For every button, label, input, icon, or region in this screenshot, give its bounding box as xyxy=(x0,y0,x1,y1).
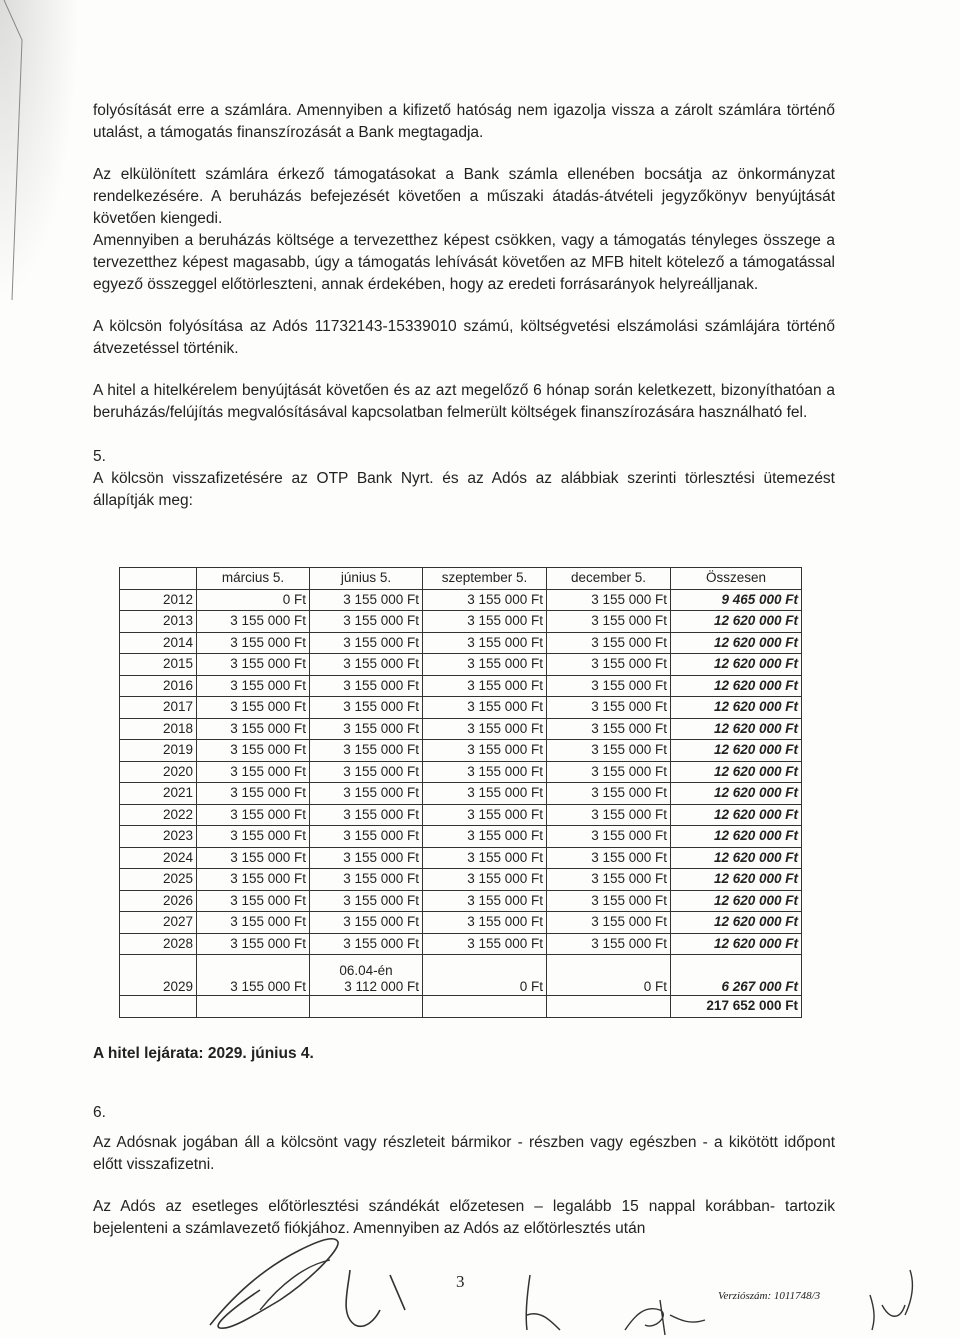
amount-cell: 3 155 000 Ft xyxy=(547,589,671,611)
total-cell: 9 465 000 Ft xyxy=(671,589,802,611)
amount-cell: 3 155 000 Ft xyxy=(197,804,310,826)
amount-cell: 3 155 000 Ft xyxy=(547,912,671,934)
table-row xyxy=(120,675,802,697)
amount-cell: 3 155 000 Ft xyxy=(197,632,310,654)
amount-cell xyxy=(310,955,423,996)
table-row xyxy=(120,847,802,869)
amount-cell: 3 155 000 Ft xyxy=(310,890,423,912)
amount-cell: 3 155 000 Ft xyxy=(423,654,547,676)
section-5-number: 5. xyxy=(93,448,106,465)
amount-cell: 3 155 000 Ft xyxy=(423,675,547,697)
amount-cell: 3 155 000 Ft xyxy=(547,611,671,633)
amount-cell: 3 155 000 Ft xyxy=(197,697,310,719)
table-row xyxy=(120,826,802,848)
amount-cell: 3 155 000 Ft xyxy=(547,804,671,826)
section-6 xyxy=(93,1102,835,1240)
total-cell: 12 620 000 Ft xyxy=(671,890,802,912)
amount-cell: 3 155 000 Ft xyxy=(423,847,547,869)
section-6-number: 6. xyxy=(93,1104,106,1121)
amount-cell: 3 155 000 Ft xyxy=(547,869,671,891)
header-cell: december 5. xyxy=(547,568,671,590)
table-row xyxy=(120,697,802,719)
amount-cell: 3 155 000 Ft xyxy=(423,783,547,805)
amount-cell: 3 155 000 Ft xyxy=(547,718,671,740)
june-date-note: 06.04-én xyxy=(339,963,393,978)
signature-2 xyxy=(515,1270,575,1338)
table-header-row xyxy=(120,568,802,590)
year-cell: 2025 xyxy=(120,869,197,891)
total-cell: 12 620 000 Ft xyxy=(671,869,802,891)
scan-edge-line xyxy=(0,0,30,300)
total-cell: 12 620 000 Ft xyxy=(671,933,802,955)
year-cell: 2020 xyxy=(120,761,197,783)
year-cell: 2028 xyxy=(120,933,197,955)
amount-cell: 3 155 000 Ft xyxy=(197,933,310,955)
total-cell: 12 620 000 Ft xyxy=(671,826,802,848)
amount-cell: 3 155 000 Ft xyxy=(547,675,671,697)
total-cell: 12 620 000 Ft xyxy=(671,675,802,697)
table-row xyxy=(120,740,802,762)
table-row xyxy=(120,869,802,891)
total-cell: 12 620 000 Ft xyxy=(671,912,802,934)
header-cell: június 5. xyxy=(310,568,423,590)
paragraph-disbursement: folyósítását erre a számlára. Amennyiben a kifizető hatóság nem igazolja vissza a zárolt számlára történő utalást, a támogatás finanszírozását a Bank megtagadja. xyxy=(93,102,835,141)
amount-cell: 3 155 000 Ft xyxy=(197,654,310,676)
total-cell: 12 620 000 Ft xyxy=(671,654,802,676)
paragraph-account-transfer: A kölcsön folyósítása az Adós 11732143-15339010 számú, költségvetési elszámolási számlájára történő átvezetéssel történik. xyxy=(93,318,835,357)
year-cell: 2013 xyxy=(120,611,197,633)
amount-cell: 3 155 000 Ft xyxy=(310,761,423,783)
version-number: Verziószám: 1011748/3 xyxy=(718,1290,821,1302)
year-cell: 2027 xyxy=(120,912,197,934)
amount-cell: 3 155 000 Ft xyxy=(547,740,671,762)
table-row xyxy=(120,632,802,654)
amount-cell: 3 155 000 Ft xyxy=(423,912,547,934)
table-row xyxy=(120,783,802,805)
amount-cell: 3 155 000 Ft xyxy=(197,740,310,762)
paragraph-usage: A hitel a hitelkérelem benyújtását követően és az azt megelőző 6 hónap során keletkezett, bizonyíthatóan a beruházás/felújítás megvalósításával kapcsolatban felmerült költségek finanszírozására használható fel. xyxy=(93,382,835,421)
table-row xyxy=(120,933,802,955)
amount-cell: 3 155 000 Ft xyxy=(310,611,423,633)
amount-cell: 3 155 000 Ft xyxy=(310,589,423,611)
amount-cell: 0 Ft xyxy=(547,955,671,996)
total-cell: 12 620 000 Ft xyxy=(671,761,802,783)
total-cell: 12 620 000 Ft xyxy=(671,611,802,633)
amount-cell: 3 155 000 Ft xyxy=(310,654,423,676)
year-cell: 2014 xyxy=(120,632,197,654)
table-row xyxy=(120,589,802,611)
amount-cell: 3 155 000 Ft xyxy=(310,675,423,697)
table-row xyxy=(120,804,802,826)
amount-cell: 3 155 000 Ft xyxy=(310,740,423,762)
amount-cell: 3 155 000 Ft xyxy=(423,826,547,848)
header-cell xyxy=(120,568,197,590)
document-body xyxy=(93,100,835,512)
year-cell: 2017 xyxy=(120,697,197,719)
june-amount: 3 112 000 Ft xyxy=(344,979,419,994)
amount-cell: 3 155 000 Ft xyxy=(423,611,547,633)
repayment-schedule-table xyxy=(119,567,802,1018)
amount-cell: 3 155 000 Ft xyxy=(423,697,547,719)
year-cell: 2021 xyxy=(120,783,197,805)
amount-cell: 3 155 000 Ft xyxy=(423,740,547,762)
amount-cell: 3 155 000 Ft xyxy=(547,933,671,955)
header-cell: március 5. xyxy=(197,568,310,590)
year-cell: 2018 xyxy=(120,718,197,740)
total-cell: 6 267 000 Ft xyxy=(671,955,802,996)
header-cell: Összesen xyxy=(671,568,802,590)
amount-cell: 3 155 000 Ft xyxy=(197,912,310,934)
amount-cell: 3 155 000 Ft xyxy=(197,675,310,697)
section-6-paragraph-2: Az Adós az esetleges előtörlesztési szándékát előzetesen – legalább 15 nappal korábban- tartozik bejelenteni a számlavezető fiókjához. Amennyiben az Adós az előtörlesztés után xyxy=(93,1198,835,1237)
section-5-text: A kölcsön visszafizetésére az OTP Bank Nyrt. és az Adós az alábbiak szerinti törlesztési ütemezést állapítják meg: xyxy=(93,470,835,509)
page-number: 3 xyxy=(456,1272,465,1291)
paragraph-separate-account: Az elkülönített számlára érkező támogatásokat a Bank számla ellenében bocsátja az önkormányzat rendelkezésére. A beruházás befejezését követően a műszaki átadás-átvételi jegyzőkönyv benyújtását követően kiengedi. xyxy=(93,166,835,227)
amount-cell: 3 155 000 Ft xyxy=(423,933,547,955)
amount-cell: 3 155 000 Ft xyxy=(310,869,423,891)
signature-4 xyxy=(860,1265,920,1338)
year-cell: 2012 xyxy=(120,589,197,611)
amount-cell: 3 155 000 Ft xyxy=(547,654,671,676)
table-row xyxy=(120,761,802,783)
total-cell: 12 620 000 Ft xyxy=(671,718,802,740)
table-row xyxy=(120,654,802,676)
section-6-paragraph-1: Az Adósnak jogában áll a kölcsönt vagy részleteit bármikor - részben vagy egészben - a kikötött időpont előtt visszafizetni. xyxy=(93,1134,835,1173)
amount-cell: 3 155 000 Ft xyxy=(547,826,671,848)
amount-cell: 3 155 000 Ft xyxy=(197,847,310,869)
total-cell: 12 620 000 Ft xyxy=(671,740,802,762)
amount-cell: 3 155 000 Ft xyxy=(547,761,671,783)
grand-total-cell: 217 652 000 Ft xyxy=(671,996,802,1018)
amount-cell: 3 155 000 Ft xyxy=(547,783,671,805)
amount-cell: 3 155 000 Ft xyxy=(310,697,423,719)
table-row xyxy=(120,912,802,934)
amount-cell: 3 155 000 Ft xyxy=(423,869,547,891)
amount-cell: 0 Ft xyxy=(197,589,310,611)
amount-cell: 3 155 000 Ft xyxy=(423,804,547,826)
year-cell: 2023 xyxy=(120,826,197,848)
total-cell: 12 620 000 Ft xyxy=(671,847,802,869)
signature-1 xyxy=(190,1230,410,1338)
table-row xyxy=(120,890,802,912)
amount-cell: 3 155 000 Ft xyxy=(423,589,547,611)
amount-cell: 3 155 000 Ft xyxy=(197,869,310,891)
amount-cell: 3 155 000 Ft xyxy=(310,783,423,805)
year-cell: 2024 xyxy=(120,847,197,869)
total-cell: 12 620 000 Ft xyxy=(671,783,802,805)
amount-cell: 3 155 000 Ft xyxy=(423,718,547,740)
total-cell: 12 620 000 Ft xyxy=(671,804,802,826)
amount-cell: 3 155 000 Ft xyxy=(197,783,310,805)
amount-cell: 0 Ft xyxy=(423,955,547,996)
year-cell: 2015 xyxy=(120,654,197,676)
amount-cell: 3 155 000 Ft xyxy=(310,804,423,826)
amount-cell: 3 155 000 Ft xyxy=(547,847,671,869)
year-cell: 2022 xyxy=(120,804,197,826)
amount-cell: 3 155 000 Ft xyxy=(423,890,547,912)
amount-cell: 3 155 000 Ft xyxy=(547,697,671,719)
signature-3 xyxy=(615,1285,715,1338)
amount-cell: 3 155 000 Ft xyxy=(310,632,423,654)
header-cell: szeptember 5. xyxy=(423,568,547,590)
amount-cell: 3 155 000 Ft xyxy=(197,761,310,783)
total-cell: 12 620 000 Ft xyxy=(671,632,802,654)
amount-cell: 3 155 000 Ft xyxy=(197,718,310,740)
paragraph-cost-decrease: Amennyiben a beruházás költsége a tervezetthez képest csökken, vagy a támogatás tényleges összege a tervezetthez képest magasabb, úgy a támogatás lehívását követően az MFB hitelt kötelező a támogatással egyező összeggel előtörleszteni, annak érdekében, hogy az eredeti forrásarányok helyreálljanak. xyxy=(93,232,835,293)
amount-cell: 3 155 000 Ft xyxy=(197,955,310,996)
amount-cell: 3 155 000 Ft xyxy=(547,890,671,912)
amount-cell: 3 155 000 Ft xyxy=(310,847,423,869)
table-row xyxy=(120,718,802,740)
amount-cell: 3 155 000 Ft xyxy=(197,611,310,633)
year-cell: 2026 xyxy=(120,890,197,912)
amount-cell: 3 155 000 Ft xyxy=(197,890,310,912)
amount-cell: 3 155 000 Ft xyxy=(310,718,423,740)
table-row-2029 xyxy=(120,955,802,996)
total-cell: 12 620 000 Ft xyxy=(671,697,802,719)
amount-cell: 3 155 000 Ft xyxy=(310,912,423,934)
year-cell: 2029 xyxy=(120,955,197,996)
loan-expiry: A hitel lejárata: 2029. június 4. xyxy=(93,1045,314,1062)
amount-cell: 3 155 000 Ft xyxy=(423,632,547,654)
year-cell: 2016 xyxy=(120,675,197,697)
amount-cell: 3 155 000 Ft xyxy=(197,826,310,848)
amount-cell: 3 155 000 Ft xyxy=(423,761,547,783)
amount-cell: 3 155 000 Ft xyxy=(310,933,423,955)
amount-cell: 3 155 000 Ft xyxy=(310,826,423,848)
amount-cell: 3 155 000 Ft xyxy=(547,632,671,654)
table-row xyxy=(120,611,802,633)
year-cell: 2019 xyxy=(120,740,197,762)
grand-total-row xyxy=(120,996,802,1018)
